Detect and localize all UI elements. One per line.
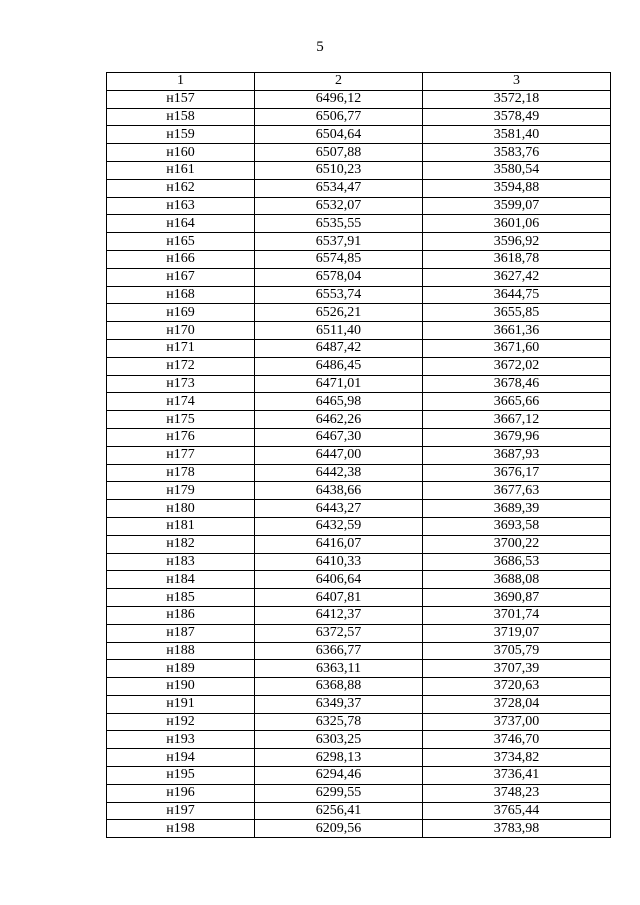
cell-x-coordinate: 6486,45	[255, 357, 423, 375]
table-row	[107, 553, 611, 571]
cell-y-coordinate: 3688,08	[423, 571, 611, 589]
header-cell-y: 3	[423, 73, 611, 91]
cell-point-id: н165	[107, 233, 255, 251]
cell-point-id: н174	[107, 393, 255, 411]
table-row	[107, 482, 611, 500]
table-row	[107, 642, 611, 660]
cell-point-id: н177	[107, 446, 255, 464]
cell-y-coordinate: 3746,70	[423, 731, 611, 749]
cell-x-coordinate: 6432,59	[255, 517, 423, 535]
page-number: 5	[316, 39, 324, 55]
cell-point-id: н173	[107, 375, 255, 393]
cell-point-id: н187	[107, 624, 255, 642]
table-row	[107, 233, 611, 251]
cell-x-coordinate: 6504,64	[255, 126, 423, 144]
cell-y-coordinate: 3690,87	[423, 589, 611, 607]
table-row	[107, 215, 611, 233]
cell-x-coordinate: 6443,27	[255, 500, 423, 518]
table-row	[107, 375, 611, 393]
table-row	[107, 268, 611, 286]
table-row	[107, 713, 611, 731]
cell-x-coordinate: 6447,00	[255, 446, 423, 464]
cell-x-coordinate: 6511,40	[255, 322, 423, 340]
coordinates-table	[106, 72, 611, 838]
cell-point-id: н169	[107, 304, 255, 322]
cell-point-id: н193	[107, 731, 255, 749]
cell-y-coordinate: 3594,88	[423, 179, 611, 197]
table-row	[107, 571, 611, 589]
cell-point-id: н166	[107, 250, 255, 268]
cell-y-coordinate: 3581,40	[423, 126, 611, 144]
cell-y-coordinate: 3678,46	[423, 375, 611, 393]
cell-point-id: н184	[107, 571, 255, 589]
cell-point-id: н178	[107, 464, 255, 482]
cell-y-coordinate: 3679,96	[423, 428, 611, 446]
cell-y-coordinate: 3687,93	[423, 446, 611, 464]
table-row	[107, 589, 611, 607]
cell-x-coordinate: 6407,81	[255, 589, 423, 607]
cell-x-coordinate: 6299,55	[255, 784, 423, 802]
cell-x-coordinate: 6471,01	[255, 375, 423, 393]
cell-point-id: н195	[107, 767, 255, 785]
table-row	[107, 678, 611, 696]
cell-point-id: н164	[107, 215, 255, 233]
table-row	[107, 197, 611, 215]
cell-x-coordinate: 6349,37	[255, 695, 423, 713]
cell-point-id: н160	[107, 144, 255, 162]
cell-y-coordinate: 3720,63	[423, 678, 611, 696]
cell-point-id: н179	[107, 482, 255, 500]
table-row	[107, 624, 611, 642]
cell-x-coordinate: 6553,74	[255, 286, 423, 304]
cell-point-id: н188	[107, 642, 255, 660]
cell-y-coordinate: 3655,85	[423, 304, 611, 322]
cell-x-coordinate: 6462,26	[255, 411, 423, 429]
cell-x-coordinate: 6298,13	[255, 749, 423, 767]
table-row	[107, 126, 611, 144]
cell-point-id: н171	[107, 339, 255, 357]
cell-y-coordinate: 3734,82	[423, 749, 611, 767]
table-row	[107, 90, 611, 108]
cell-x-coordinate: 6438,66	[255, 482, 423, 500]
table-row	[107, 731, 611, 749]
cell-x-coordinate: 6363,11	[255, 660, 423, 678]
cell-y-coordinate: 3689,39	[423, 500, 611, 518]
table-row	[107, 250, 611, 268]
table-body	[107, 90, 611, 837]
cell-x-coordinate: 6410,33	[255, 553, 423, 571]
table-row	[107, 393, 611, 411]
table-row	[107, 411, 611, 429]
cell-point-id: н157	[107, 90, 255, 108]
cell-x-coordinate: 6209,56	[255, 820, 423, 838]
header-cell-point: 1	[107, 73, 255, 91]
table-row	[107, 517, 611, 535]
cell-y-coordinate: 3676,17	[423, 464, 611, 482]
cell-x-coordinate: 6412,37	[255, 606, 423, 624]
cell-point-id: н190	[107, 678, 255, 696]
cell-y-coordinate: 3736,41	[423, 767, 611, 785]
table-row	[107, 802, 611, 820]
cell-point-id: н170	[107, 322, 255, 340]
table-row	[107, 535, 611, 553]
cell-point-id: н159	[107, 126, 255, 144]
cell-x-coordinate: 6294,46	[255, 767, 423, 785]
cell-y-coordinate: 3765,44	[423, 802, 611, 820]
table-row	[107, 108, 611, 126]
cell-x-coordinate: 6442,38	[255, 464, 423, 482]
cell-point-id: н192	[107, 713, 255, 731]
cell-x-coordinate: 6406,64	[255, 571, 423, 589]
table-row	[107, 500, 611, 518]
cell-y-coordinate: 3737,00	[423, 713, 611, 731]
cell-point-id: н182	[107, 535, 255, 553]
cell-point-id: н189	[107, 660, 255, 678]
table-row	[107, 606, 611, 624]
cell-x-coordinate: 6537,91	[255, 233, 423, 251]
cell-point-id: н163	[107, 197, 255, 215]
cell-x-coordinate: 6526,21	[255, 304, 423, 322]
table-row	[107, 446, 611, 464]
cell-y-coordinate: 3707,39	[423, 660, 611, 678]
cell-point-id: н183	[107, 553, 255, 571]
table-row	[107, 784, 611, 802]
table-row	[107, 660, 611, 678]
cell-point-id: н186	[107, 606, 255, 624]
cell-x-coordinate: 6578,04	[255, 268, 423, 286]
cell-y-coordinate: 3572,18	[423, 90, 611, 108]
cell-y-coordinate: 3705,79	[423, 642, 611, 660]
cell-y-coordinate: 3686,53	[423, 553, 611, 571]
cell-y-coordinate: 3644,75	[423, 286, 611, 304]
table-row	[107, 464, 611, 482]
cell-x-coordinate: 6532,07	[255, 197, 423, 215]
table-row	[107, 304, 611, 322]
cell-y-coordinate: 3671,60	[423, 339, 611, 357]
cell-x-coordinate: 6368,88	[255, 678, 423, 696]
cell-point-id: н197	[107, 802, 255, 820]
cell-point-id: н185	[107, 589, 255, 607]
cell-point-id: н198	[107, 820, 255, 838]
cell-x-coordinate: 6325,78	[255, 713, 423, 731]
cell-point-id: н161	[107, 161, 255, 179]
cell-y-coordinate: 3783,98	[423, 820, 611, 838]
cell-point-id: н181	[107, 517, 255, 535]
cell-x-coordinate: 6510,23	[255, 161, 423, 179]
cell-x-coordinate: 6465,98	[255, 393, 423, 411]
cell-y-coordinate: 3661,36	[423, 322, 611, 340]
cell-y-coordinate: 3596,92	[423, 233, 611, 251]
table-row	[107, 144, 611, 162]
cell-y-coordinate: 3693,58	[423, 517, 611, 535]
cell-point-id: н196	[107, 784, 255, 802]
cell-x-coordinate: 6303,25	[255, 731, 423, 749]
header-cell-x: 2	[255, 73, 423, 91]
table-row	[107, 820, 611, 838]
cell-y-coordinate: 3748,23	[423, 784, 611, 802]
table-row	[107, 161, 611, 179]
table-row	[107, 357, 611, 375]
cell-point-id: н168	[107, 286, 255, 304]
cell-y-coordinate: 3719,07	[423, 624, 611, 642]
cell-y-coordinate: 3580,54	[423, 161, 611, 179]
cell-y-coordinate: 3672,02	[423, 357, 611, 375]
cell-x-coordinate: 6574,85	[255, 250, 423, 268]
cell-point-id: н175	[107, 411, 255, 429]
table-row	[107, 428, 611, 446]
cell-y-coordinate: 3578,49	[423, 108, 611, 126]
cell-x-coordinate: 6507,88	[255, 144, 423, 162]
cell-y-coordinate: 3627,42	[423, 268, 611, 286]
cell-y-coordinate: 3665,66	[423, 393, 611, 411]
cell-x-coordinate: 6535,55	[255, 215, 423, 233]
cell-point-id: н167	[107, 268, 255, 286]
cell-y-coordinate: 3667,12	[423, 411, 611, 429]
cell-y-coordinate: 3677,63	[423, 482, 611, 500]
table-row	[107, 179, 611, 197]
cell-x-coordinate: 6487,42	[255, 339, 423, 357]
cell-x-coordinate: 6372,57	[255, 624, 423, 642]
cell-y-coordinate: 3701,74	[423, 606, 611, 624]
table-row	[107, 767, 611, 785]
cell-x-coordinate: 6366,77	[255, 642, 423, 660]
cell-y-coordinate: 3728,04	[423, 695, 611, 713]
header-row	[107, 73, 611, 91]
table-row	[107, 749, 611, 767]
cell-x-coordinate: 6416,07	[255, 535, 423, 553]
table-row	[107, 695, 611, 713]
cell-point-id: н172	[107, 357, 255, 375]
table-header	[107, 73, 611, 91]
cell-x-coordinate: 6467,30	[255, 428, 423, 446]
cell-y-coordinate: 3601,06	[423, 215, 611, 233]
cell-y-coordinate: 3700,22	[423, 535, 611, 553]
table-row	[107, 322, 611, 340]
cell-y-coordinate: 3599,07	[423, 197, 611, 215]
cell-point-id: н180	[107, 500, 255, 518]
cell-x-coordinate: 6496,12	[255, 90, 423, 108]
cell-point-id: н176	[107, 428, 255, 446]
table-row	[107, 286, 611, 304]
cell-point-id: н191	[107, 695, 255, 713]
cell-y-coordinate: 3618,78	[423, 250, 611, 268]
cell-x-coordinate: 6256,41	[255, 802, 423, 820]
cell-point-id: н162	[107, 179, 255, 197]
cell-x-coordinate: 6534,47	[255, 179, 423, 197]
cell-point-id: н194	[107, 749, 255, 767]
cell-x-coordinate: 6506,77	[255, 108, 423, 126]
table-row	[107, 339, 611, 357]
cell-point-id: н158	[107, 108, 255, 126]
cell-y-coordinate: 3583,76	[423, 144, 611, 162]
